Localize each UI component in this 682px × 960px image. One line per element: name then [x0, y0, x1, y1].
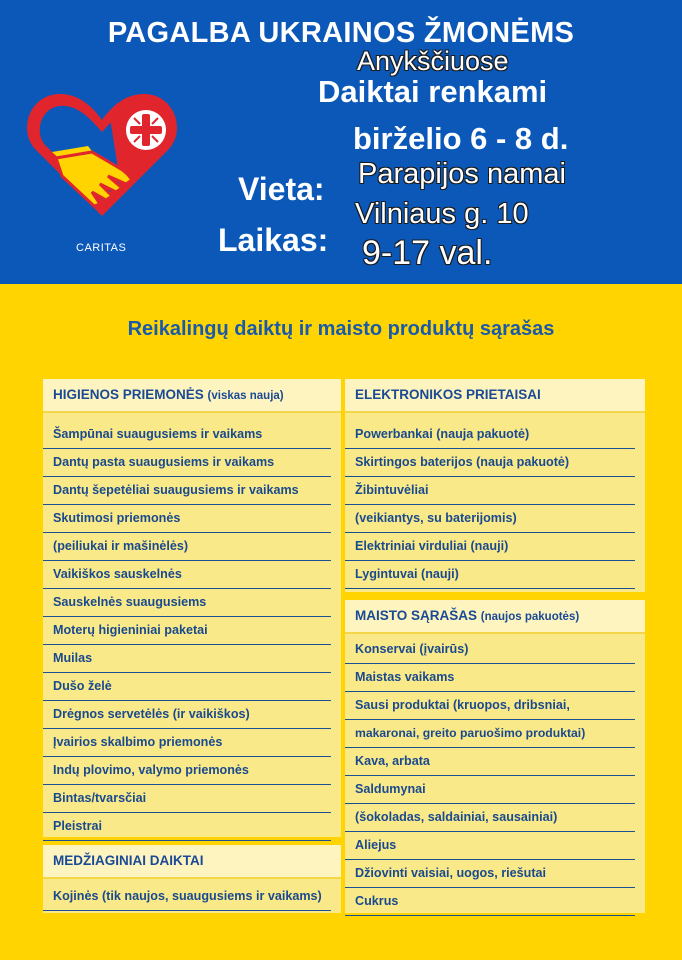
page-title: PAGALBA UKRAINOS ŽMONĖMS [107, 17, 575, 49]
list-item: Kojinės (tik naujos, suaugusiems ir vaikams) [43, 883, 331, 911]
list-item: Vaikiškos sauskelnės [43, 561, 331, 589]
hygiene-panel [43, 379, 341, 837]
textile-list [43, 883, 341, 911]
list-item: Muilas [43, 645, 331, 673]
time-value: 9-17 val. [362, 234, 493, 272]
list-item: Drėgnos servetėlės (ir vaikiškos) [43, 701, 331, 729]
electronics-list [345, 421, 645, 589]
electronics-title: ELEKTRONIKOS PRIETAISAI [355, 387, 541, 402]
list-item: Bintas/tvarsčiai [43, 785, 331, 813]
list-item: Indų plovimo, valymo priemonės [43, 757, 331, 785]
list-item: Sausi produktai (kruopos, dribsniai, [345, 692, 635, 720]
list-item: (peiliukai ir mašinėlės) [43, 533, 331, 561]
list-item: Aliejus [345, 832, 635, 860]
list-item: Įvairios skalbimo priemonės [43, 729, 331, 757]
electronics-panel-header [345, 379, 645, 413]
textile-panel-header [43, 845, 341, 879]
food-panel-header [345, 600, 645, 634]
list-item: Skirtingos baterijos (nauja pakuotė) [345, 449, 635, 477]
list-item: Žibintuvėliai [345, 477, 635, 505]
list-item: Konservai (įvairūs) [345, 636, 635, 664]
food-note: (naujos pakuotės) [480, 611, 580, 623]
list-item: Džiovinti vaisiai, uogos, riešutai [345, 860, 635, 888]
list-item: makaronai, greito paruošimo produktai) [345, 720, 635, 748]
caritas-heart-logo-icon [22, 88, 182, 220]
address-text: Vilniaus g. 10 [355, 198, 529, 230]
list-item: Elektriniai virduliai (nauji) [345, 533, 635, 561]
list-item: Powerbankai (nauja pakuotė) [345, 421, 635, 449]
food-list [345, 636, 645, 916]
place-label: Vieta: [238, 171, 325, 207]
textile-panel [43, 845, 341, 913]
list-item: Maistas vaikams [345, 664, 635, 692]
caritas-logo-text: CARITAS [76, 242, 127, 254]
list-item: Sauskelnės suaugusiems [43, 589, 331, 617]
list-item: Saldumynai [345, 776, 635, 804]
list-item: Dušo želė [43, 673, 331, 701]
list-item: Lygintuvai (nauji) [345, 561, 635, 589]
list-item: Cukrus [345, 888, 635, 916]
hygiene-list [43, 421, 341, 841]
hygiene-title: HIGIENOS PRIEMONĖS [53, 387, 204, 402]
city-text: Anykščiuose [357, 46, 509, 76]
hygiene-panel-header [43, 379, 341, 413]
collect-heading: Daiktai renkami [318, 74, 548, 109]
textile-title: MEDŽIAGINIAI DAIKTAI [53, 853, 204, 868]
food-title: MAISTO SĄRAŠAS [355, 608, 478, 623]
dates-text: birželio 6 - 8 d. [353, 121, 569, 156]
time-label: Laikas: [218, 222, 329, 258]
place-name: Parapijos namai [358, 158, 566, 190]
electronics-panel [345, 379, 645, 592]
list-item: Moterų higieniniai paketai [43, 617, 331, 645]
list-item: Pleistrai [43, 813, 331, 841]
hygiene-note: (viskas nauja) [207, 390, 284, 402]
list-item: Skutimosi priemonės [43, 505, 331, 533]
list-item: (šokoladas, saldainiai, sausainiai) [345, 804, 635, 832]
list-item: Dantų pasta suaugusiems ir vaikams [43, 449, 331, 477]
list-item: Kava, arbata [345, 748, 635, 776]
list-item: Dantų šepetėliai suaugusiems ir vaikams [43, 477, 331, 505]
list-item: Šampūnai suaugusiems ir vaikams [43, 421, 331, 449]
food-panel [345, 600, 645, 913]
list-subtitle: Reikalingų daiktų ir maisto produktų sąrašas [127, 318, 555, 340]
list-item: (veikiantys, su baterijomis) [345, 505, 635, 533]
